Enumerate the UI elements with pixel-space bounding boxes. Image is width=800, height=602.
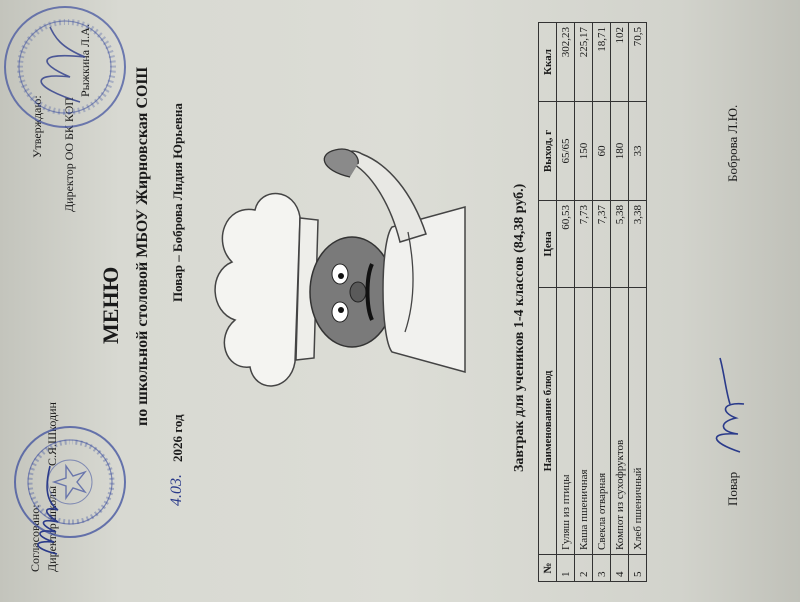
date-year: 2026 год [170, 414, 185, 462]
row-kcal: 225,17 [575, 23, 593, 102]
header-number: № [539, 555, 557, 582]
cook-line: Повар – Боброва Лидия Юрьевна [170, 103, 185, 302]
row-price: 7,73 [575, 201, 593, 288]
header-yield: Выход, г [539, 102, 557, 201]
cook-label: Повар [725, 471, 740, 506]
row-yield: 33 [629, 102, 647, 201]
header-price: Цена [539, 201, 557, 288]
row-dish: Каша пшеничная [575, 288, 593, 555]
row-yield: 180 [611, 102, 629, 201]
row-price: 5,38 [611, 201, 629, 288]
cook-signature [700, 352, 760, 462]
row-yield: 65/65 [557, 102, 575, 201]
row-yield: 60 [593, 102, 611, 201]
row-price: 3,38 [629, 201, 647, 288]
row-number: 3 [593, 555, 611, 582]
row-dish: Гуляш из птицы [557, 288, 575, 555]
table-row [629, 23, 647, 582]
header-kcal: Ккал [539, 23, 557, 102]
row-yield: 150 [575, 102, 593, 201]
table-row [557, 23, 575, 582]
approval-name-left: С.Я.Шкодин [45, 402, 59, 466]
table-row [611, 23, 629, 582]
row-price: 60,53 [557, 201, 575, 288]
row-number: 4 [611, 555, 629, 582]
director-signature-left [22, 452, 72, 562]
row-kcal: 18,71 [593, 23, 611, 102]
approval-name-right: Рыжкина Л.А. [78, 24, 92, 97]
approval-role-left: Директор школы [45, 485, 59, 572]
row-number: 5 [629, 555, 647, 582]
table-row [575, 23, 593, 582]
row-kcal: 302,23 [557, 23, 575, 102]
meal-title: Завтрак для учеников 1-4 классов (84,38 руб.) [512, 183, 527, 472]
menu-table [538, 22, 647, 582]
row-dish: Компот из сухофруктов [611, 288, 629, 555]
row-kcal: 70,5 [629, 23, 647, 102]
row-dish: Хлеб пшеничный [629, 288, 647, 555]
chef-illustration [200, 132, 470, 432]
row-price: 7,37 [593, 201, 611, 288]
header-dish: Наименование блюд [539, 288, 557, 555]
row-dish: Свекла отварная [593, 288, 611, 555]
handwritten-date: 4.03. [168, 474, 185, 506]
approval-label-left: Согласовано: [28, 504, 42, 572]
approval-role-right: Директор ОО БК КОП [62, 97, 76, 212]
menu-subtitle: по школьной столовой МБОУ Жирновская СОШ [134, 66, 151, 426]
organization-stamp [0, 2, 130, 132]
row-number: 1 [557, 555, 575, 582]
approval-label-right: Утверждаю: [30, 95, 44, 158]
menu-title: МЕНЮ [98, 266, 123, 344]
row-kcal: 102 [611, 23, 629, 102]
row-number: 2 [575, 555, 593, 582]
table-row [593, 23, 611, 582]
cook-name-footer: Боброва Л.Ю. [725, 104, 740, 182]
table-header-row [539, 23, 557, 582]
